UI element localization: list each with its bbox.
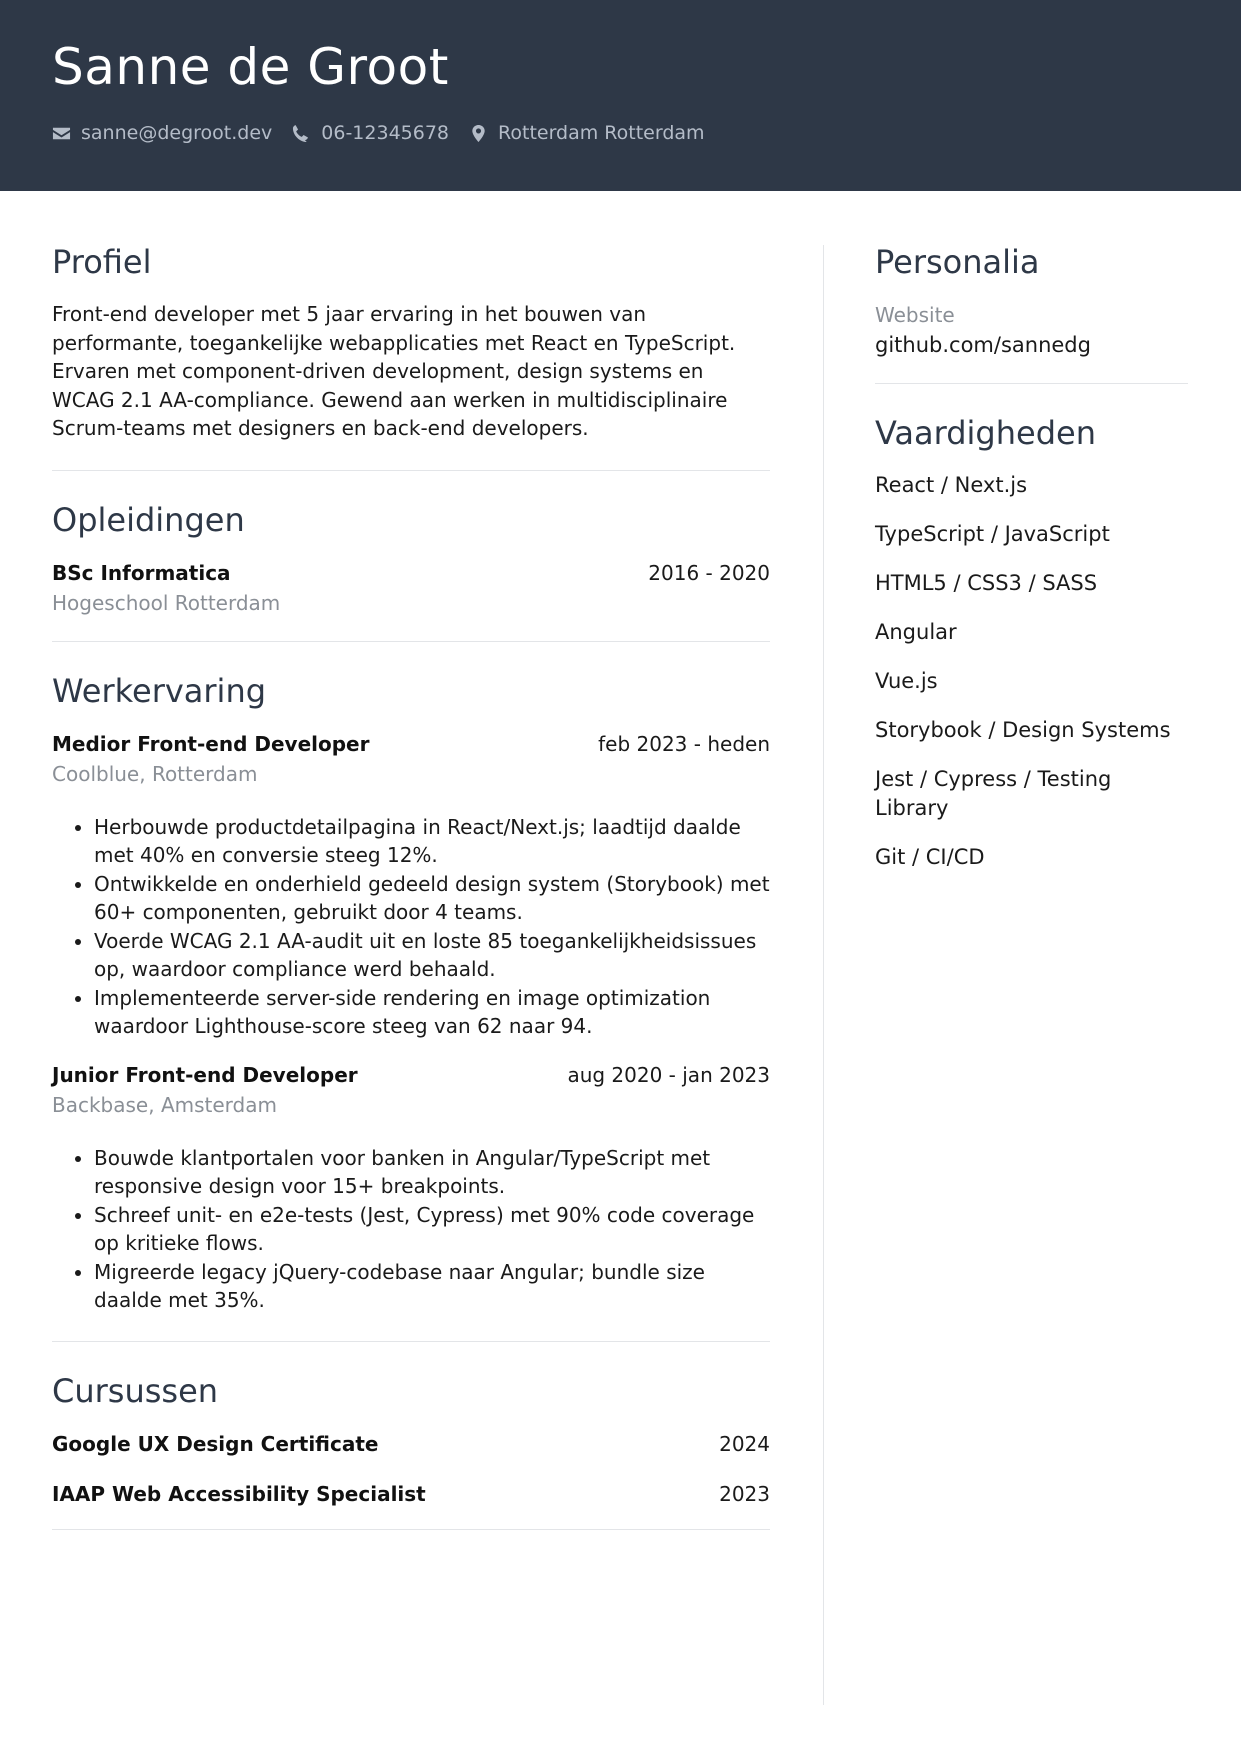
course-item [52, 1429, 770, 1459]
header-banner [0, 0, 1241, 191]
job-role: Junior Front-end Developer [52, 1062, 358, 1087]
courses-section [52, 1367, 770, 1530]
section-divider [52, 641, 770, 642]
job-date: feb 2023 - heden [598, 731, 770, 756]
section-title-personal: Personalia [875, 243, 1040, 281]
skill-item: Jest / Cypress / Testing Library [875, 767, 1112, 820]
skill-item: TypeScript / JavaScript [875, 522, 1110, 546]
experience-section [52, 667, 770, 1342]
job-bullet: • Schreef unit- en e2e-tests (Jest, Cypress) met 90% code coverage op kritieke flows. [94, 1201, 770, 1258]
course-item [52, 1479, 770, 1509]
section-title-experience: Werkervaring [52, 671, 267, 710]
job-company: Backbase, Amsterdam [52, 1092, 277, 1117]
job-company: Coolblue, Rotterdam [52, 761, 258, 786]
phone-text: 06-12345678 [321, 122, 450, 144]
section-title-profile: Profiel [52, 243, 152, 281]
section-divider [875, 383, 1188, 384]
education-date: 2016 - 2020 [648, 560, 770, 585]
contact-phone [292, 122, 449, 144]
section-divider [52, 470, 770, 471]
job-bullet: • Ontwikkelde en onderhield gedeeld design system (Storybook) met 60+ componenten, gebruikt door 4 teams. [94, 870, 770, 927]
profile-text: Front-end developer met 5 jaar ervaring in het bouwen van performante, toegankelijke webapplicaties met React en TypeScript. Ervaren met component-driven development, design systems en WCAG 2.1 AA-compliance. Gewend aan werken in multidisciplinaire Scrum-teams met designers en back-end developers. [52, 302, 736, 441]
course-year: 2024 [719, 1431, 770, 1456]
sidebar-column [875, 238, 1188, 892]
column-divider [823, 245, 824, 1705]
job-bullet: • Migreerde legacy jQuery-codebase naar Angular; bundle size daalde met 35%. [94, 1258, 770, 1315]
skill-item: Git / CI/CD [875, 845, 985, 869]
main-column [52, 238, 770, 1530]
course-name: Google UX Design Certificate [52, 1431, 379, 1456]
website-value: github.com/sannedg [875, 333, 1091, 357]
job-bullets [52, 813, 770, 1041]
job-role: Medior Front-end Developer [52, 731, 370, 756]
job-entry [52, 1060, 770, 1315]
section-title-courses: Cursussen [52, 1371, 219, 1410]
candidate-name: Sanne de Groot [52, 38, 449, 96]
education-degree: BSc Informatica [52, 560, 231, 585]
section-title-skills: Vaardigheden [875, 414, 1096, 452]
course-name: IAAP Web Accessibility Specialist [52, 1481, 426, 1506]
map-pin-icon [469, 124, 488, 143]
website-label: Website [875, 303, 955, 327]
education-section [52, 496, 770, 642]
job-bullet: • Voerde WCAG 2.1 AA-audit uit en loste 85 toegankelijkheidsissues op, waardoor compliance werd behaald. [94, 927, 770, 984]
contact-location [469, 122, 705, 144]
job-entry [52, 729, 770, 1041]
personal-section [875, 238, 1188, 384]
contact-bar [52, 122, 725, 144]
skill-item: Vue.js [875, 669, 938, 693]
envelope-icon [52, 124, 71, 143]
phone-icon [292, 124, 311, 143]
skill-item: HTML5 / CSS3 / SASS [875, 571, 1098, 595]
education-school: Hogeschool Rotterdam [52, 590, 281, 615]
job-bullet: • Implementeerde server-side rendering en image optimization waardoor Lighthouse-score steeg van 62 naar 94. [94, 984, 770, 1041]
contact-email [52, 122, 272, 144]
education-item [52, 558, 770, 618]
location-text: Rotterdam Rotterdam [498, 122, 705, 144]
job-date: aug 2020 - jan 2023 [567, 1062, 770, 1087]
section-divider [52, 1341, 770, 1342]
skills-section [875, 409, 1188, 872]
profile-section [52, 238, 770, 471]
course-year: 2023 [719, 1481, 770, 1506]
job-bullet: • Bouwde klantportalen voor banken in Angular/TypeScript met responsive design voor 15+ breakpoints. [94, 1144, 770, 1201]
job-bullet: • Herbouwde productdetailpagina in React/Next.js; laadtijd daalde met 40% en conversie steeg 12%. [94, 813, 770, 870]
skill-item: Storybook / Design Systems [875, 718, 1171, 742]
job-bullets [52, 1144, 770, 1315]
section-divider [52, 1529, 770, 1530]
skill-item: React / Next.js [875, 473, 1028, 497]
section-title-education: Opleidingen [52, 500, 245, 539]
skill-item: Angular [875, 620, 957, 644]
email-text: sanne@degroot.dev [81, 122, 273, 144]
